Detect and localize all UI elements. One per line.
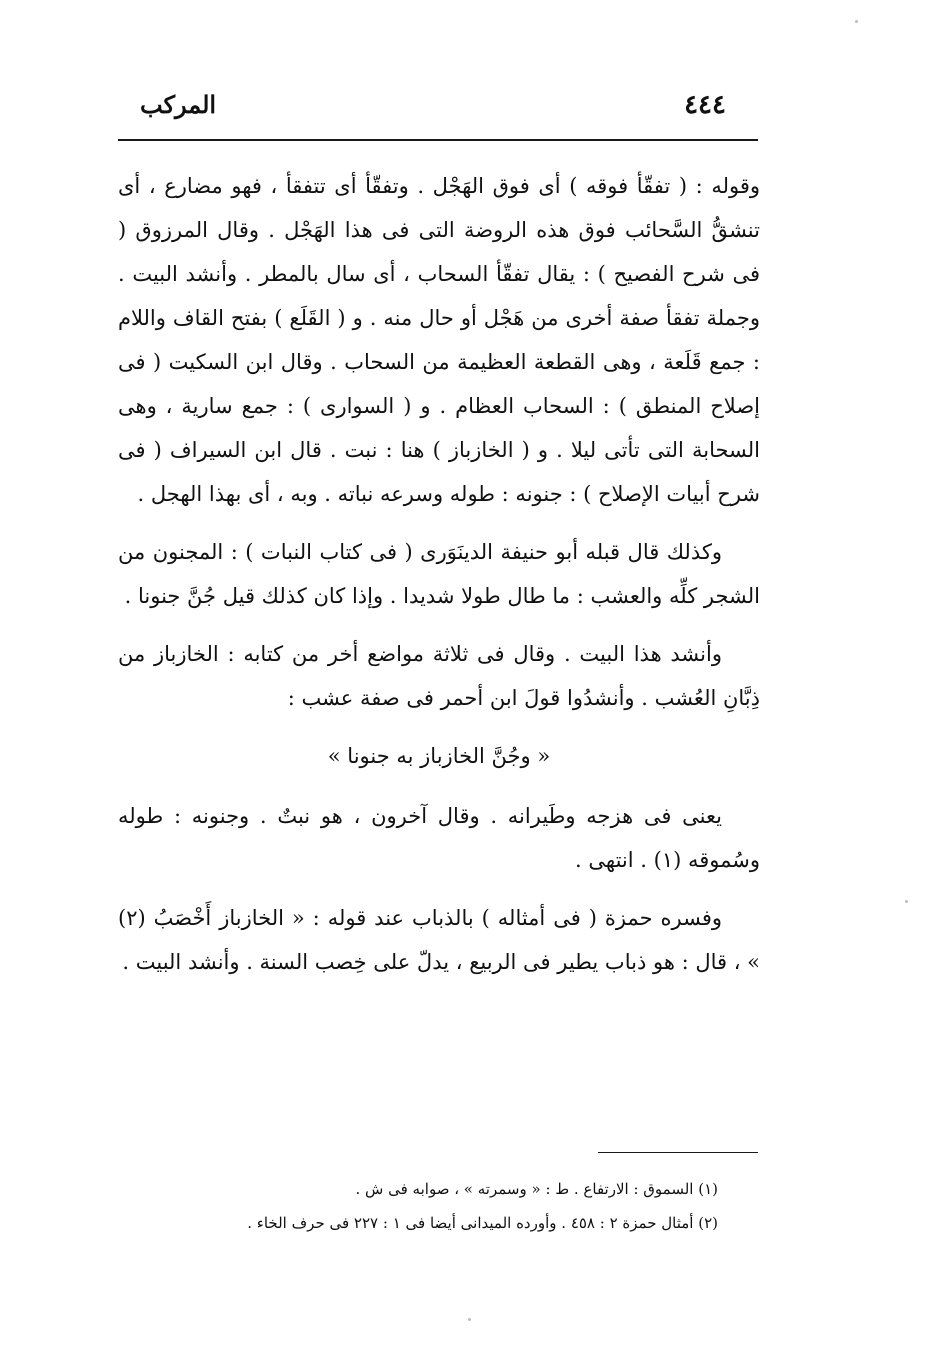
paragraph-5: وفسره حمزة ( فى أمثاله ) بالذباب عند قوله : « الخازباز أَخْصَبُ (٢) » ، قال : هو ذباب يطير فى الربيع ، يدلّ على خِصب السنة . وأنشد البيت . xyxy=(118,906,760,974)
footnote-rule xyxy=(598,1152,758,1153)
header-rule xyxy=(118,139,758,141)
footnote-1: (١) السموق : الارتفاع . ط : « وسمرته » ، صوابه فى ش . xyxy=(355,1180,718,1198)
footnotes xyxy=(118,1172,718,1240)
scan-speck xyxy=(468,1318,471,1321)
scan-speck xyxy=(905,900,908,903)
paragraph-4: يعنى فى هزجه وطَيرانه . وقال آخرون ، هو نبتٌ . وجنونه : طوله وسُموقه (١) . انتهى . xyxy=(118,804,760,872)
scan-speck xyxy=(855,20,858,23)
paragraph-1: وقوله : ( تفقّأ فوقه ) أى فوق الهَجْل . وتفقّأ أى تتفقأ ، فهو مضارع ، أى تنشقُّ السَّحائب فوق هذه الروضة التى فى هذا الهَجْل . وقال المرزوق ( فى شرح الفصيح ) : يقال تفقّأ السحاب ، أى سال بالمطر . وأنشد البيت . وجملة تفقأ صفة أخرى من هَجْل أو حال منه . و ( القَلَع ) بفتح القاف واللام : جمع قَلَعة ، وهى القطعة العظيمة من السحاب . وقال ابن السكيت ( فى إصلاح المنطق ) : السحاب العظام . و ( السوارى ) : جمع سارية ، وهى السحابة التى تأتى ليلا . و ( الخازباز ) هنا : نبت . قال ابن السيراف ( فى شرح أبيات الإصلاح ) : جنونه : طوله وسرعه نباته . وبه ، أى بهذا الهجل . xyxy=(118,174,760,506)
footnote-2: (٢) أمثال حمزة ٢ : ٤٥٨ . وأورده الميدانى أيضا فى ١ : ٢٢٧ فى حرف الخاء . xyxy=(247,1214,718,1232)
paragraph-2: وكذلك قال قبله أبو حنيفة الدينَوَرى ( فى كتاب النبات ) : المجنون من الشجر كلِّه والعشب : ما طال طولا شديدا . وإذا كان كذلك قيل جُنَّ جنونا . xyxy=(118,540,760,608)
page-header xyxy=(118,84,758,128)
running-head: المركب xyxy=(140,90,217,119)
verse-line: « وجُنَّ الخازباز به جنونا » xyxy=(327,744,551,768)
page-number: ٤٤٤ xyxy=(684,90,726,120)
main-text xyxy=(118,164,760,998)
paragraph-3: وأنشد هذا البيت . وقال فى ثلاثة مواضع أخر من كتابه : الخازباز من ذِبَّانِ العُشب . وأنشدُوا قولَ ابن أحمر فى صفة عشب : xyxy=(118,642,760,710)
